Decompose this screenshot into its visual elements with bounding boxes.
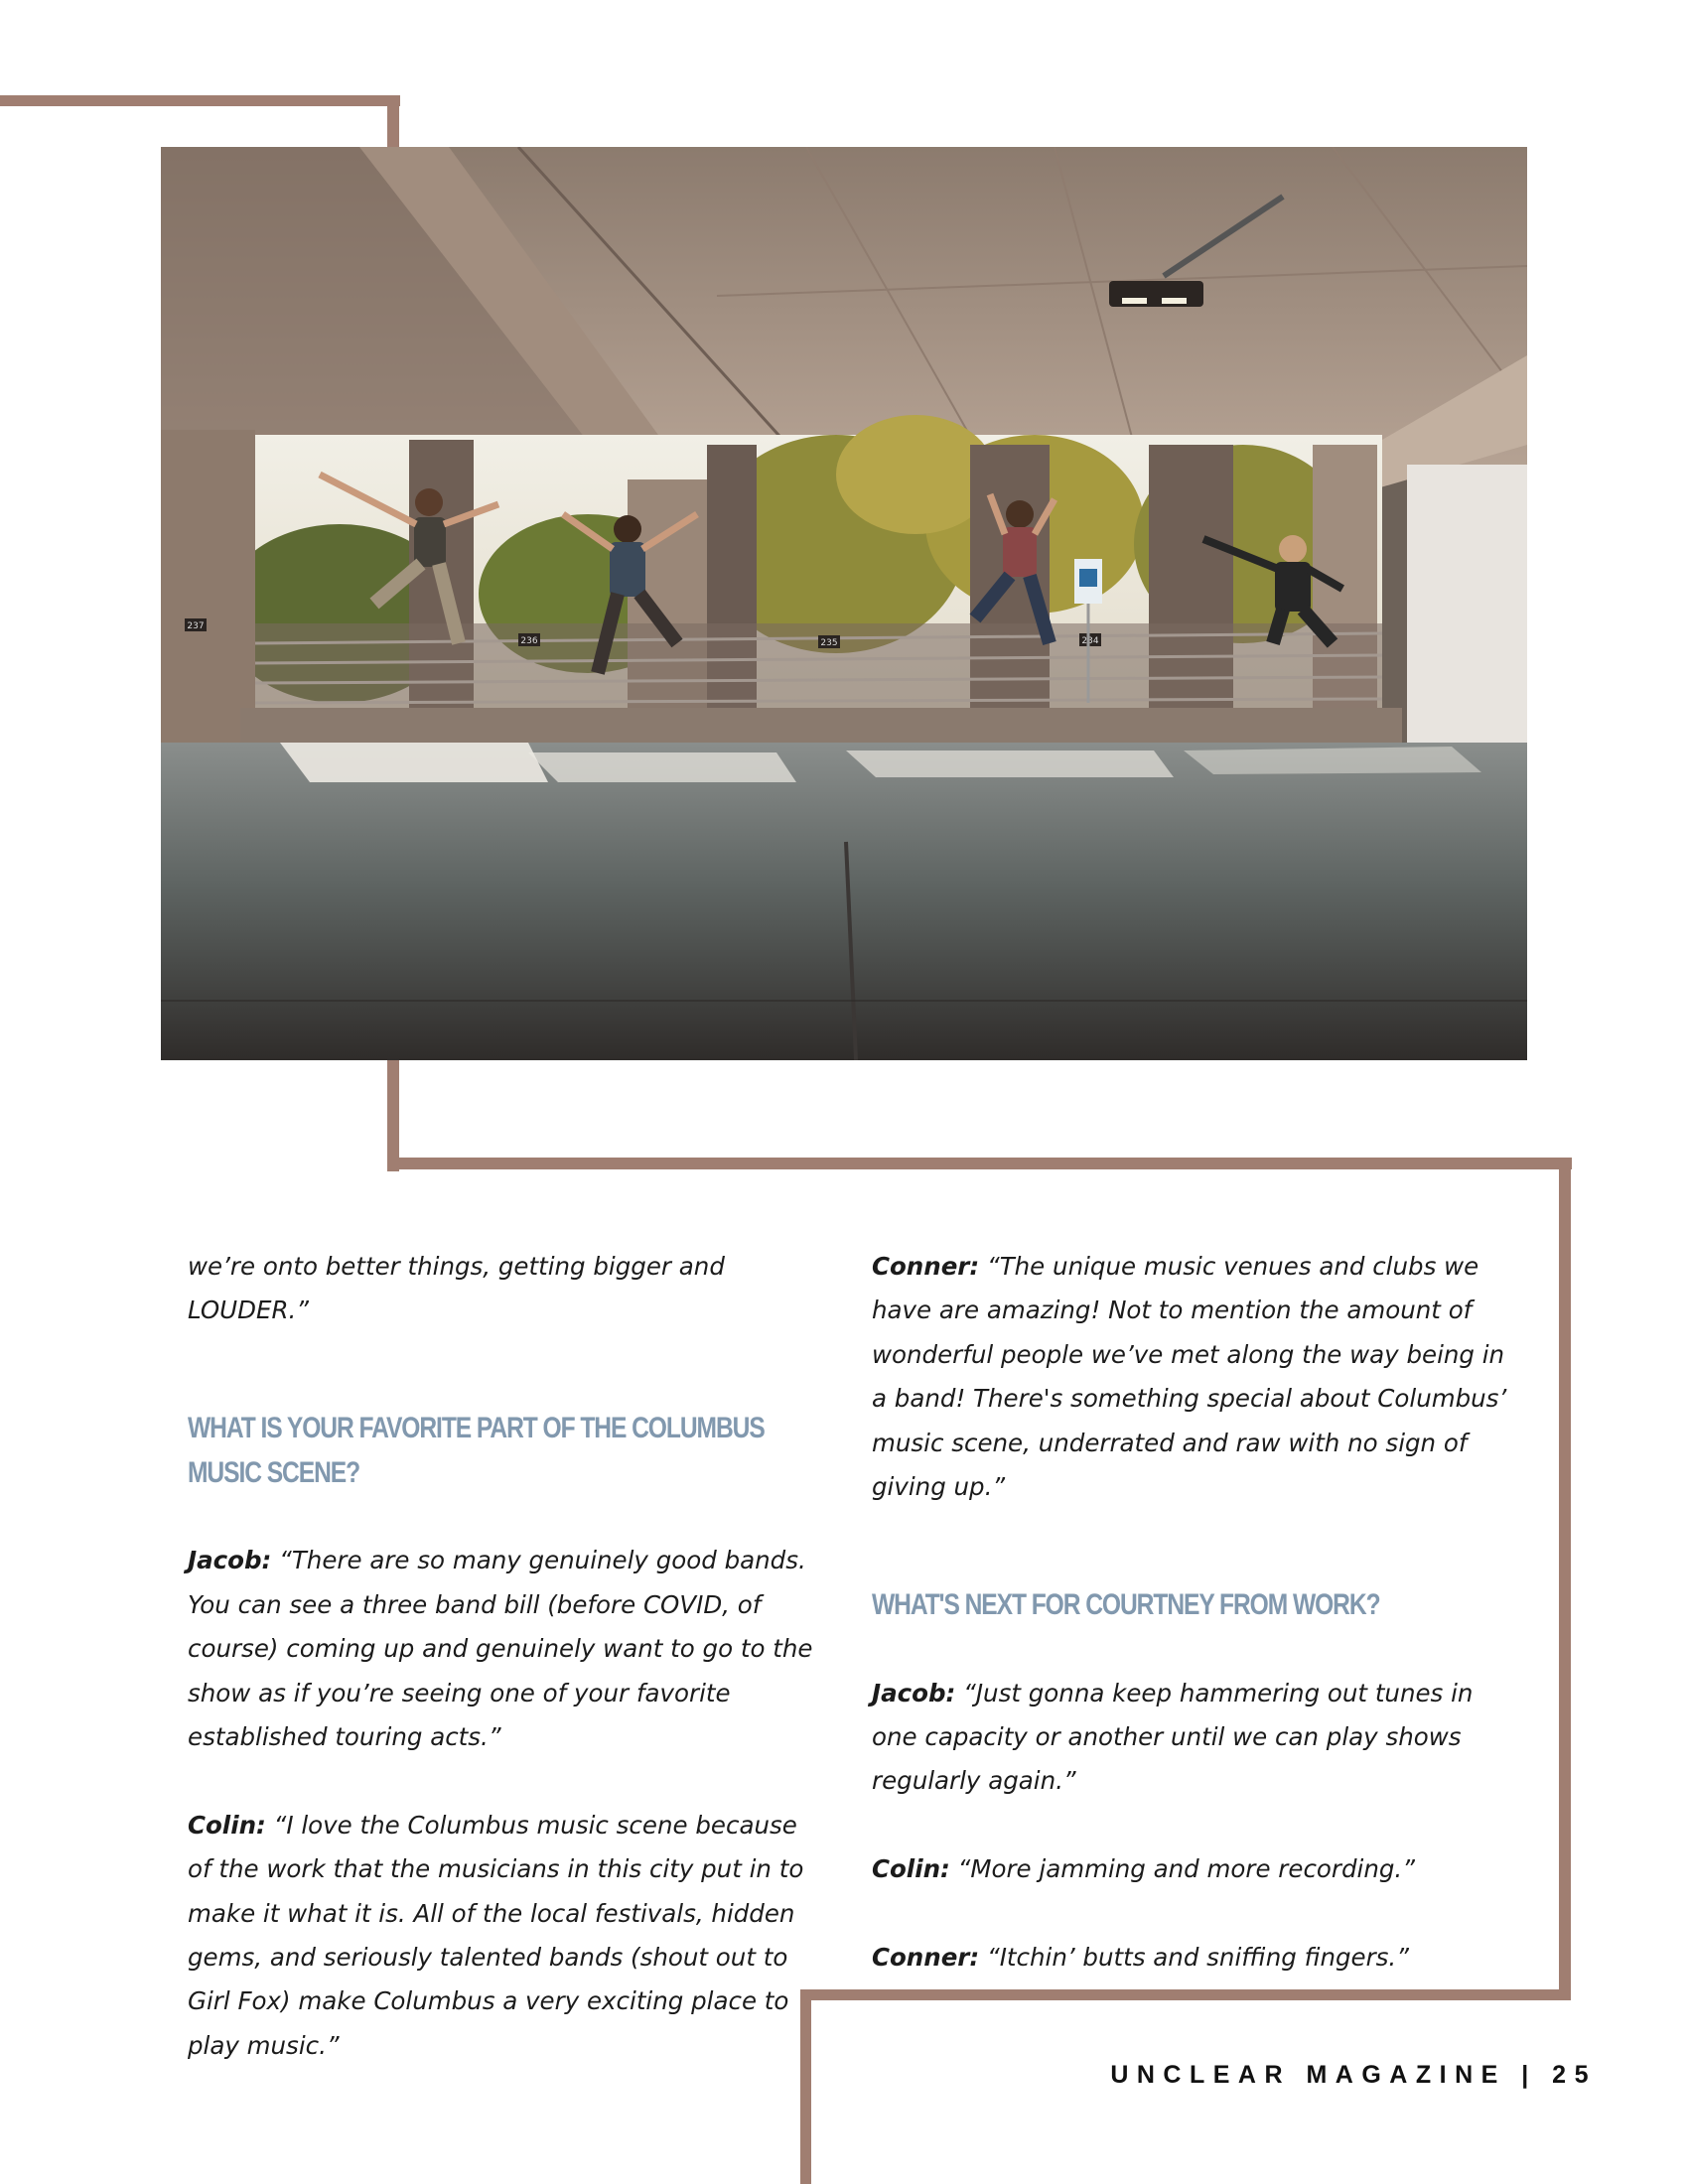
speaker-name: Conner: [872, 1252, 980, 1281]
frame-bottom-horizontal [800, 1989, 1571, 2000]
stall-number: 235 [820, 638, 838, 648]
parking-garage-scene [161, 147, 1527, 1060]
right-text-column [872, 1245, 1507, 1979]
frame-middle-horizontal [387, 1158, 1572, 1169]
speaker-name: Colin: [872, 1854, 950, 1884]
stall-number: 237 [187, 621, 205, 631]
answer-text: “The unique music venues and clubs we have are amazing! Not to mention the amount of wonderful people we’ve met along the way being in a band! There's something special about Columbus’ music scene, underrated and raw with no sign of giving up.” [872, 1252, 1507, 1502]
answer-text: “I love the Columbus music scene because of the work that the musicians in this city put in to make it what it is. All of the local festivals, hidden gems, and seriously talented bands (shout out to Girl Fox) make Columbus a very exciting place to play music.” [188, 1810, 804, 2060]
stall-number: 236 [520, 636, 538, 646]
answer-text: “Just gonna keep hammering out tunes in one capacity or another until we can play shows regularly again.” [872, 1678, 1474, 1796]
speaker-name: Colin: [188, 1810, 266, 1840]
band-photo [161, 147, 1527, 1060]
question-heading: WHAT'S NEXT FOR COURTNEY FROM WORK? [872, 1587, 1380, 1621]
left-text-column [188, 1245, 813, 2068]
answer-text: “There are so many genuinely good bands. You can see a three band bill (before COVID, of course) coming up and genuinely want to go to the show as if you’re seeing one of your favorite established touring acts.” [188, 1546, 813, 1752]
answer-text: “Itchin’ butts and sniffing fingers.” [987, 1943, 1409, 1973]
answer-paragraph [872, 1847, 1507, 1891]
frame-right-vertical [1559, 1158, 1571, 2000]
question-heading: WHAT IS YOUR FAVORITE PART OF THE COLUMBUS MUSIC SCENE? [188, 1412, 765, 1489]
answer-paragraph [872, 1245, 1507, 1509]
speaker-name: Jacob: [872, 1678, 956, 1707]
speaker-name: Conner: [872, 1943, 980, 1973]
page-footer: UNCLEAR MAGAZINE | 25 [1110, 2061, 1597, 2089]
answer-paragraph [872, 1936, 1507, 1979]
answer-paragraph [188, 1539, 813, 1759]
answer-paragraph [188, 1804, 813, 2068]
stall-number: 234 [1081, 636, 1099, 646]
answer-text: “More jamming and more recording.” [957, 1854, 1415, 1884]
speaker-name: Jacob: [188, 1546, 272, 1575]
intro-text: we’re onto better things, getting bigger and LOUDER.” [188, 1252, 725, 1325]
frame-top-left-horizontal [0, 95, 400, 106]
answer-paragraph [872, 1672, 1507, 1804]
